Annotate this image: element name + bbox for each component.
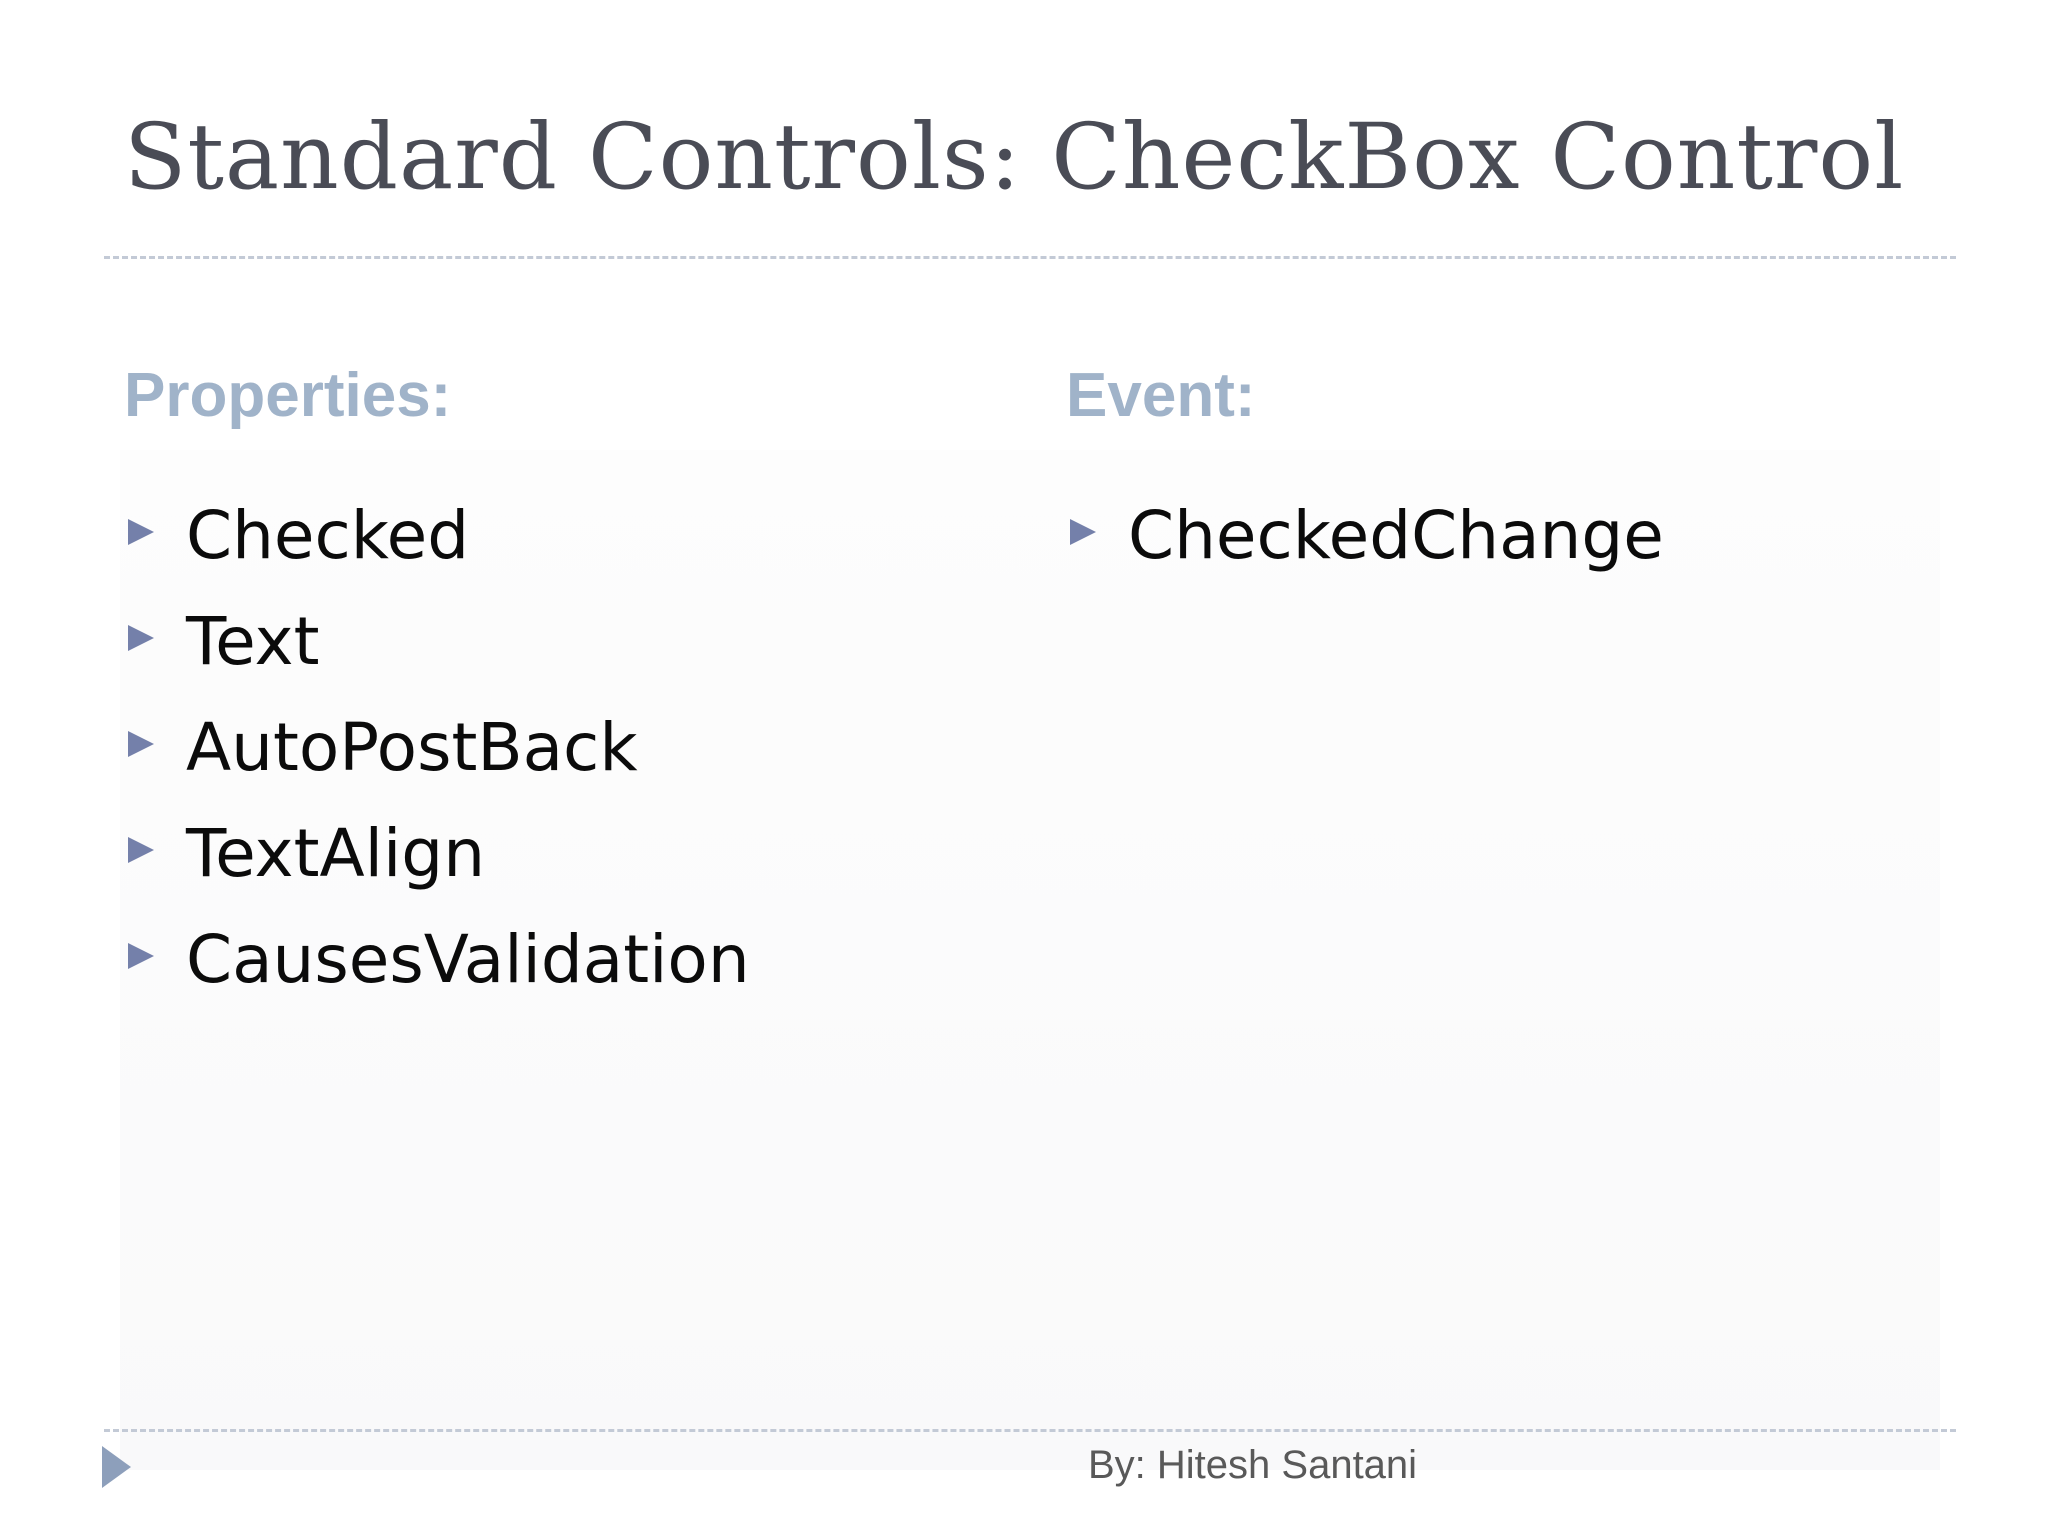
list-item-text: CausesValidation <box>186 921 750 998</box>
list-item-text: AutoPostBack <box>186 709 638 786</box>
list-item-text: Text <box>186 603 320 680</box>
title-divider <box>104 256 1956 259</box>
bullet-arrow-icon <box>128 837 154 863</box>
list-item-text: Checked <box>186 497 470 574</box>
bullet-arrow-icon <box>1070 519 1096 545</box>
bullet-arrow-icon <box>128 731 154 757</box>
bullet-arrow-icon <box>128 943 154 969</box>
bullet-arrow-icon <box>128 625 154 651</box>
footer-author: By: Hitesh Santani <box>1088 1443 1418 1487</box>
slide-title: Standard Controls: CheckBox Control <box>124 105 1905 210</box>
list-item-text: CheckedChange <box>1128 497 1664 574</box>
event-heading: Event: <box>1066 361 1256 430</box>
properties-heading: Properties: <box>124 361 452 430</box>
bullet-arrow-icon <box>128 519 154 545</box>
footer-divider <box>104 1429 1956 1432</box>
triangle-right-icon <box>102 1446 131 1488</box>
list-item-text: TextAlign <box>186 815 486 892</box>
